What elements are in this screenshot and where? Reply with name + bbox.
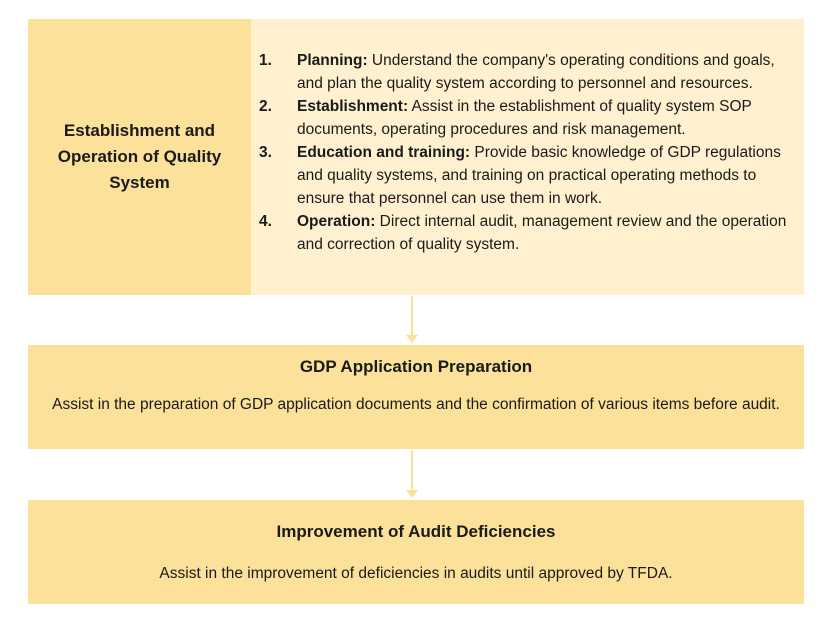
gdp-application-stage [28,345,804,449]
step-term: Operation: [297,213,376,230]
flow-arrow-1 [411,296,413,342]
quality-system-title-cell [28,19,251,295]
step-term: Establishment: [297,98,409,115]
step-number: 2. [259,98,272,115]
audit-deficiencies-description: Assist in the improvement of deficiencies in audits until approved by TFDA. [159,565,673,582]
quality-system-steps [251,49,804,256]
step-establishment [251,95,804,141]
step-operation [251,210,804,256]
step-term: Education and training: [297,144,471,161]
step-number: 4. [259,213,272,230]
step-number: 3. [259,144,272,161]
step-planning [251,49,804,95]
step-text: Understand the company's operating conditions and goals, and plan the quality system according to personnel and resources. [297,52,775,92]
step-text: Provide basic knowledge of GDP regulations and quality systems, and training on practical operating methods to ensure that personnel can use them in work. [297,144,781,207]
quality-system-steps-panel [251,19,804,295]
step-number: 1. [259,52,272,69]
step-text: Assist in the establishment of quality system SOP documents, operating procedures and risk management. [297,98,752,138]
audit-deficiencies-stage [28,500,804,604]
audit-deficiencies-title: Improvement of Audit Deficiencies [276,522,556,541]
quality-system-title: Establishment and Operation of Quality System [57,121,222,192]
flow-arrow-2 [411,450,413,497]
step-term: Planning: [297,52,368,69]
gdp-application-description: Assist in the preparation of GDP application documents and the confirmation of various items before audit. [52,396,780,413]
quality-system-stage [28,19,804,295]
step-text: Direct internal audit, management review and the operation and correction of quality system. [297,213,787,253]
gdp-application-title: GDP Application Preparation [299,357,533,376]
step-education-training [251,141,804,210]
